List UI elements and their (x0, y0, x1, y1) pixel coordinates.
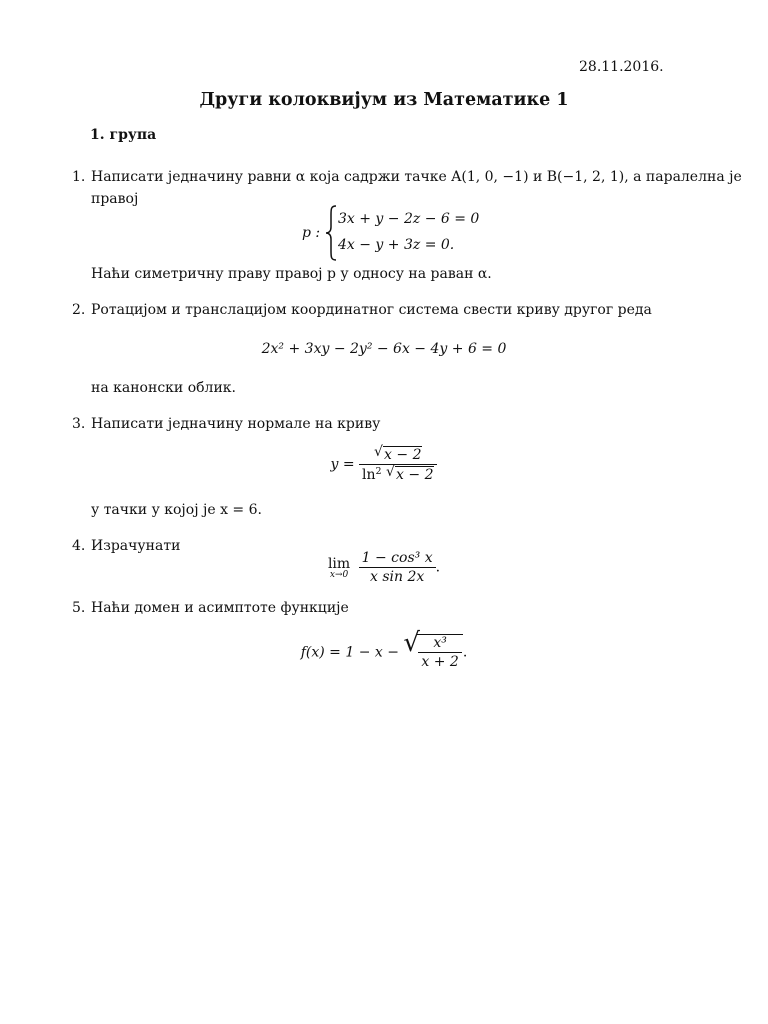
exam-date: 28.11.2016. (579, 59, 664, 75)
problem-number: 1. (72, 169, 86, 185)
radical-sign-icon: √ (386, 464, 395, 480)
lim-label: lim (327, 555, 351, 572)
numerator: x − 2 (384, 447, 422, 463)
exam-title: Други колоквијум из Математике 1 (199, 90, 569, 110)
left-brace-icon (324, 205, 338, 261)
problem-text: Наћи домен и асимптоте функције (91, 600, 349, 616)
radical-sign-icon: √ (374, 444, 383, 460)
line-system (302, 205, 502, 261)
sqrt (386, 466, 434, 483)
problem-text: на канонски облик. (91, 380, 236, 396)
problem-number: 5. (72, 600, 86, 616)
curve-formula (0, 446, 768, 483)
problem-number: 3. (72, 416, 86, 432)
problem-number: 2. (72, 302, 86, 318)
problem-text: правој (91, 191, 139, 207)
denominator-radicand: x − 2 (396, 467, 434, 483)
period: . (435, 559, 441, 576)
limit-operator (328, 556, 350, 580)
conic-equation: 2x² + 3xy − 2y² − 6x − 4y + 6 = 0 (261, 341, 507, 357)
problem-text: Наћи симетричну праву правој p у односу на раван α. (91, 266, 492, 282)
problem-text: у тачки у којој је x = 6. (91, 502, 262, 518)
sqrt (374, 446, 422, 463)
sqrt (403, 628, 462, 670)
problem-text: Написати једначину равни α која садржи тачке A(1, 0, −1) и B(−1, 2, 1), а паралелна је (91, 169, 742, 185)
problem-text: Израчунати (91, 538, 181, 554)
problem-text: Написати једначину нормале на криву (91, 416, 381, 432)
numerator: 1 − cos³ x (359, 550, 436, 568)
group-heading: 1. група (90, 127, 157, 143)
fraction (418, 635, 461, 670)
period: . (462, 644, 468, 661)
problem-number: 4. (72, 538, 86, 554)
function-formula (0, 628, 768, 670)
fraction (359, 550, 436, 585)
denominator: x sin 2x (369, 569, 425, 585)
formula-lhs: f(x) = 1 − x − (300, 644, 399, 661)
radical-sign-icon: √ (403, 628, 420, 658)
numerator: x³ (418, 635, 461, 653)
formula-lhs: y = (330, 456, 355, 473)
problem-text: Ротацијом и транслацијом координатног система свести криву другог реда (91, 302, 652, 318)
ln-exponent: 2 (375, 466, 382, 477)
fraction (359, 446, 437, 483)
limit-formula (0, 550, 768, 585)
denominator: x + 2 (421, 654, 459, 670)
system-label: p : (302, 225, 321, 241)
system-equation-2: 4x − y + 3z = 0. (338, 237, 455, 253)
lim-subscript: x→0 (329, 569, 349, 580)
ln-label: ln (362, 467, 376, 483)
system-equation-1: 3x + y − 2z − 6 = 0 (338, 211, 480, 227)
